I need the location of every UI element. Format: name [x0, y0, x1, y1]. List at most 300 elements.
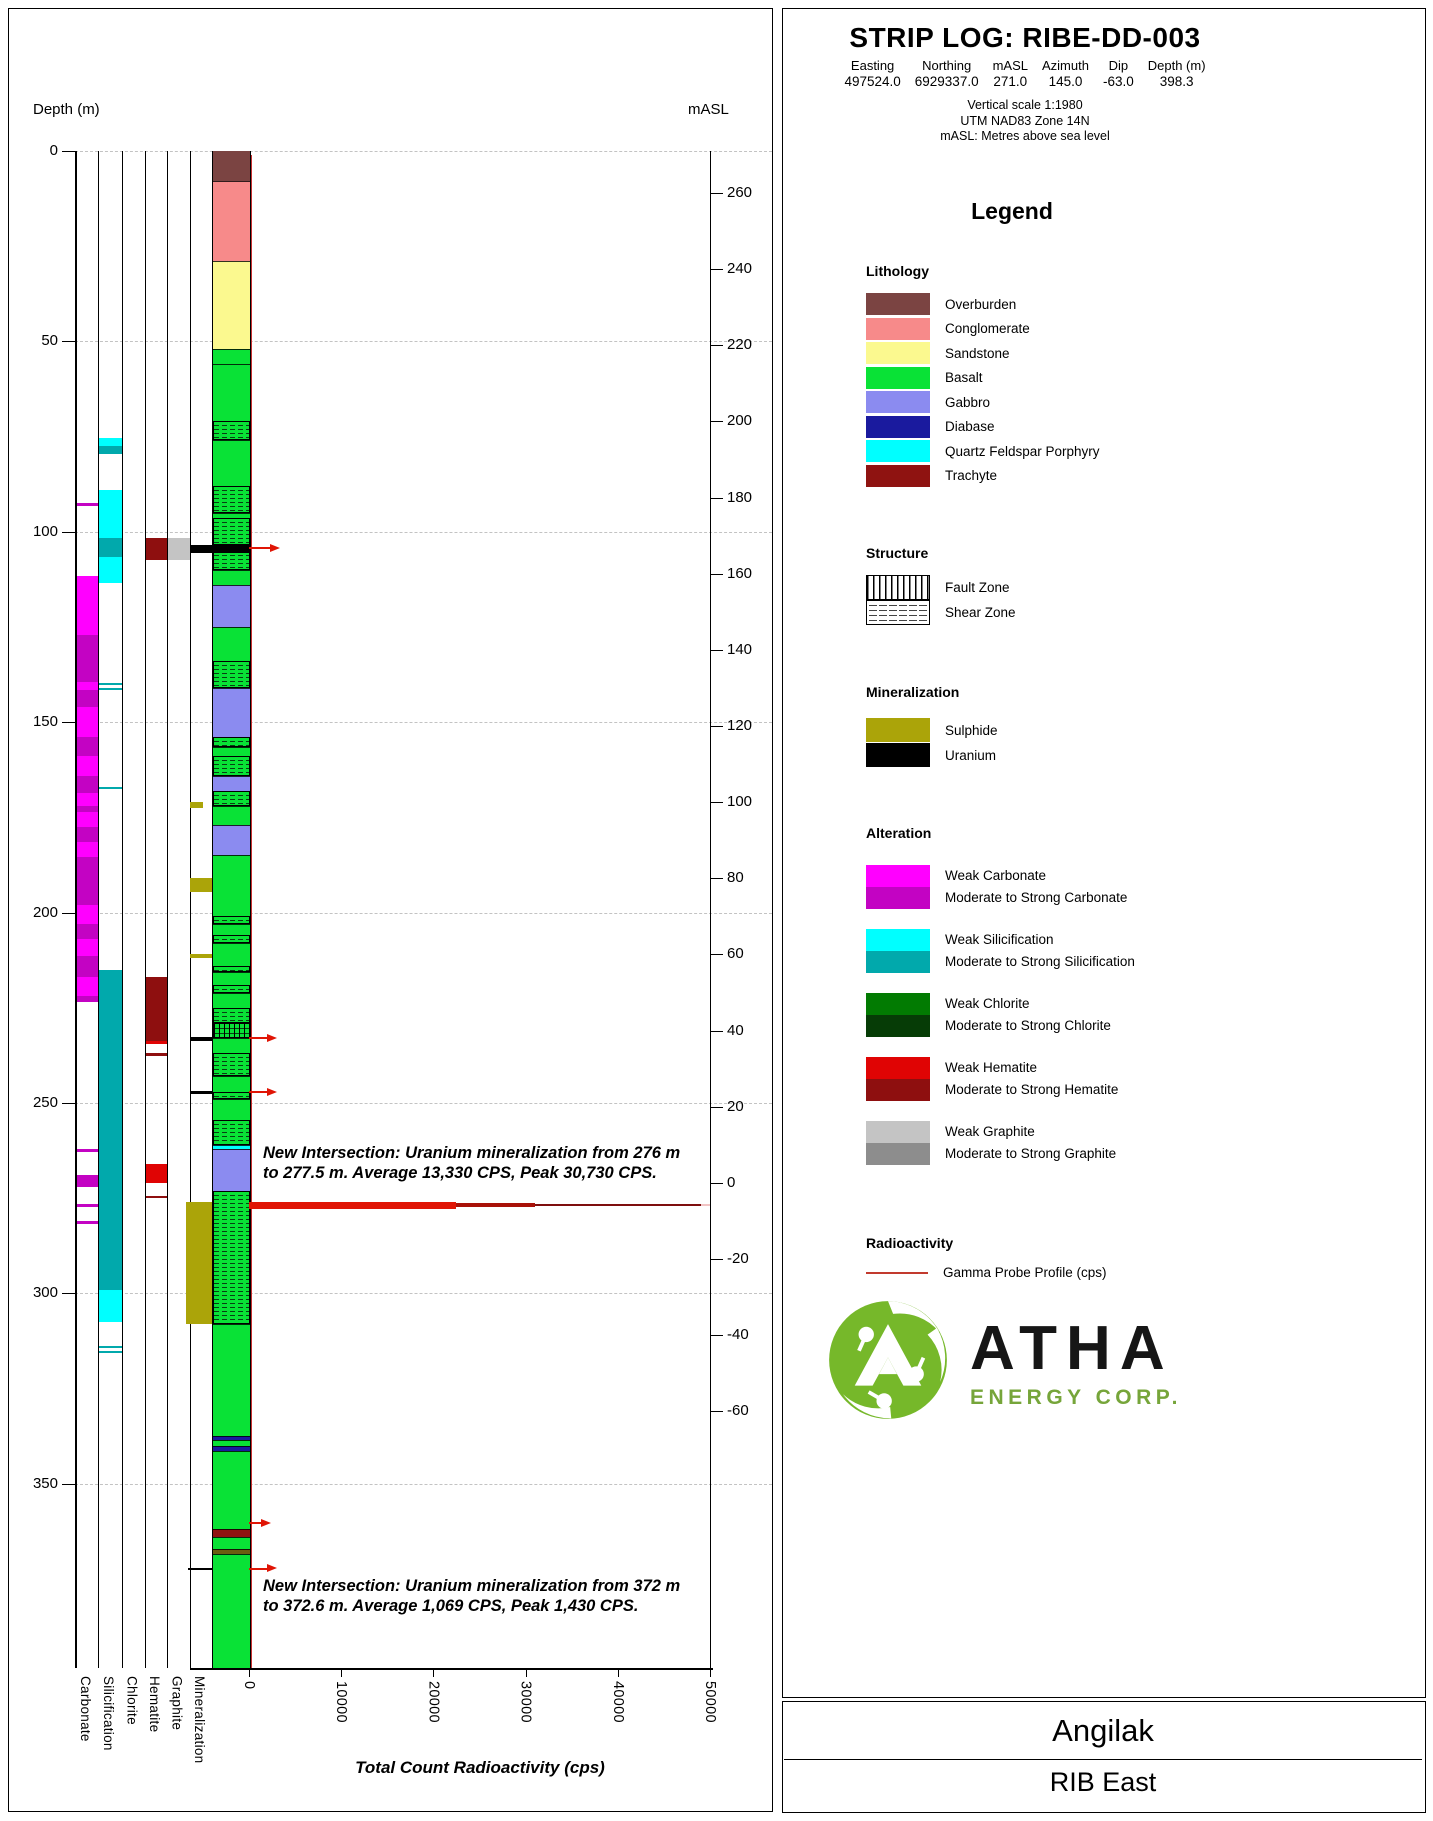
gamma-spike-arrow: [267, 1088, 277, 1096]
sulphide-marker: [190, 878, 212, 891]
legend-item-lithology: [866, 318, 1100, 340]
gamma-spike: [249, 1522, 261, 1524]
depth-tick: [62, 151, 75, 152]
collar-field-label: mASL: [992, 58, 1028, 73]
gamma-spike: [249, 1091, 267, 1093]
mineralization-label: Sulphide: [945, 722, 998, 738]
lithology-label: Quartz Feldspar Porphyry: [945, 443, 1100, 459]
lith-interval-gabbro: [213, 1149, 250, 1191]
legend-section-radioactivity: [866, 1235, 1107, 1280]
masl-tick: [710, 574, 723, 575]
masl-tick-label: 160: [727, 564, 753, 582]
masl-tick: [710, 1259, 723, 1260]
lithology-swatch: [866, 440, 930, 462]
footer-block: [782, 1701, 1424, 1811]
masl-tick-label: -60: [727, 1402, 749, 1420]
legend-item-lithology: [866, 342, 1100, 364]
gamma-tick-label: 0: [241, 1681, 257, 1690]
lith-interval-basalt: [213, 551, 250, 570]
masl-tick: [710, 726, 723, 727]
depth-axis-title: Depth (m): [33, 101, 100, 118]
scale-note: UTM NAD83 Zone 14N: [960, 113, 1090, 128]
lith-interval-basalt: [213, 756, 250, 775]
collar-field-label: Depth (m): [1147, 58, 1206, 73]
uranium-marker: [190, 545, 250, 553]
column-line-silicification: [98, 151, 99, 1668]
gamma-main-spike: [249, 1202, 456, 1209]
lithology-swatch: [866, 293, 930, 315]
legend-item-alteration: [866, 929, 1135, 973]
gamma-baseline: [251, 155, 252, 1668]
sulphide-marker: [190, 954, 212, 958]
carbonate-interval: [77, 1175, 98, 1186]
masl-tick-label: 180: [727, 488, 753, 506]
masl-tick: [710, 1031, 723, 1032]
hematite-interval: [146, 1041, 167, 1044]
lith-interval-basalt: [213, 570, 250, 585]
lith-interval-overburden: [213, 151, 250, 181]
alteration-strong-label: Moderate to Strong Silicification: [945, 954, 1135, 969]
grid-line: [75, 1103, 772, 1104]
lith-interval-basalt: [213, 1053, 250, 1076]
carbonate-interval: [77, 1149, 98, 1152]
alteration-strong-label: Moderate to Strong Carbonate: [945, 890, 1128, 905]
lithology-swatch: [866, 416, 930, 438]
radioactivity-heading: Radioactivity: [866, 1235, 954, 1251]
atha-logo-icon: [824, 1296, 952, 1429]
lith-interval-basalt: [213, 806, 250, 825]
grid-line: [75, 1484, 772, 1485]
intersection-annotation: New Intersection: Uranium mineralization from 276 m to 277.5 m. Average 13,330 CPS, Peak 30,730 CPS.: [263, 1144, 681, 1182]
uranium-marker: [190, 1091, 212, 1094]
gamma-spike-arrow: [267, 1564, 277, 1572]
lith-interval-basalt: [213, 364, 250, 421]
brand-subtitle: ENERGY CORP.: [970, 1386, 1182, 1409]
gamma-tick-label: 40000: [609, 1681, 626, 1723]
depth-tick: [62, 722, 75, 723]
legend-item-lithology: [866, 367, 1100, 389]
lithology-swatch: [866, 391, 930, 413]
carbonate-interval: [77, 503, 98, 506]
masl-tick-label: 100: [727, 793, 753, 811]
carbonate-interval: [77, 956, 98, 977]
collar-field-value: 271.0: [993, 74, 1028, 89]
masl-tick-label: -20: [727, 1250, 749, 1268]
alteration-strong-label: Moderate to Strong Chlorite: [945, 1018, 1111, 1033]
lith-interval-basalt: [213, 943, 250, 966]
masl-tick: [710, 193, 723, 194]
lith-interval-sandstone: [213, 261, 250, 349]
lith-interval-basalt: [213, 1191, 250, 1324]
depth-tick: [62, 532, 75, 533]
title-block: [800, 22, 1250, 145]
lith-interval-basalt: [213, 1008, 250, 1023]
lithology-swatch: [866, 342, 930, 364]
legend-item-mineralization: [866, 743, 998, 767]
lith-interval-basalt: [213, 421, 250, 440]
legend-item-alteration: [866, 1121, 1135, 1165]
alteration-weak-label: Weak Hematite: [945, 1060, 1038, 1075]
lith-interval-basalt: [213, 924, 250, 935]
masl-tick: [710, 1335, 723, 1336]
lith-interval-basalt: [213, 1038, 250, 1053]
carbonate-interval: [77, 996, 98, 1002]
column-label-silicification: Silicification: [101, 1676, 116, 1751]
column-label-hematite: Hematite: [147, 1676, 162, 1733]
lithology-heading: Lithology: [866, 263, 929, 279]
lith-interval-basalt: [213, 855, 250, 916]
silicification-interval: [99, 490, 122, 538]
carbonate-interval: [77, 1204, 98, 1207]
gamma-tick: [341, 1668, 342, 1677]
area-name: RIB East: [1049, 1767, 1157, 1797]
silicification-interval: [99, 787, 122, 789]
gamma-tick: [618, 1668, 619, 1677]
alteration-heading: Alteration: [866, 825, 932, 841]
lithology-label: Diabase: [945, 419, 995, 434]
silicification-interval: [99, 557, 122, 584]
scale-note: mASL: Metres above sea level: [940, 129, 1110, 143]
legend-section-mineralization: [866, 684, 998, 768]
column-label-chlorite: Chlorite: [124, 1676, 140, 1725]
alteration-strong-label: Moderate to Strong Graphite: [945, 1146, 1117, 1161]
masl-tick: [710, 1183, 723, 1184]
lith-interval-basalt: [213, 1451, 250, 1529]
collar-field-label: Easting: [850, 58, 895, 73]
masl-tick: [710, 498, 723, 499]
carbonate-interval: [77, 842, 98, 857]
hematite-interval: [146, 1053, 167, 1055]
carbonate-interval: [77, 905, 98, 924]
column-line-hematite: [145, 151, 146, 1668]
column-label-graphite: Graphite: [169, 1676, 185, 1731]
depth-tick-label: 0: [49, 142, 58, 159]
gamma-axis-line: [190, 1668, 713, 1670]
mineralization-swatch: [866, 718, 930, 742]
lith-interval-basalt: [213, 916, 250, 924]
carbonate-interval: [77, 576, 98, 635]
gamma-tick-label: 30000: [517, 1681, 534, 1723]
carbonate-interval: [77, 857, 98, 905]
gamma-tick-label: 20000: [425, 1681, 442, 1723]
carbonate-interval: [77, 690, 98, 707]
alteration-swatch: [866, 865, 930, 909]
footer-divider: [784, 1759, 1422, 1760]
lith-interval-basalt: [213, 972, 250, 985]
lithology-label: Conglomerate: [945, 321, 1030, 336]
lith-interval-basalt: [213, 661, 250, 688]
uranium-marker: [188, 1568, 212, 1570]
lith-interval-basalt: [213, 440, 250, 486]
silicification-interval: [99, 438, 122, 446]
gamma-tick-label: 50000: [702, 1681, 718, 1723]
alteration-swatch: [866, 929, 930, 973]
lith-interval-basalt: [213, 627, 250, 661]
masl-tick-label: 220: [727, 336, 753, 354]
legend-section-structure: [866, 545, 1016, 625]
structure-label: Shear Zone: [945, 605, 1016, 620]
lith-interval-basalt: [213, 1537, 250, 1548]
scale-notes: [800, 98, 1250, 145]
lith-interval-basalt: [213, 1554, 250, 1667]
collar-field-value: 6929337.0: [914, 74, 979, 89]
collar-fields: [800, 58, 1250, 89]
structure-label: Fault Zone: [945, 580, 1010, 595]
structure-heading: Structure: [866, 545, 929, 561]
masl-tick: [710, 1411, 723, 1412]
legend-item-structure: [866, 600, 1016, 625]
collar-field-label: Northing: [922, 58, 972, 73]
sulphide-marker: [190, 802, 203, 808]
gamma-line-sample: [866, 1272, 928, 1274]
lith-interval-basalt: [213, 985, 250, 993]
graphite-interval: [168, 538, 190, 561]
alteration-swatch: [866, 1057, 930, 1101]
legend-item-alteration: [866, 993, 1135, 1037]
collar-field: [908, 58, 986, 89]
carbonate-interval: [77, 682, 98, 690]
page-title: STRIP LOG: RIBE-DD-003: [849, 22, 1201, 53]
column-label-carbonate: Carbonate: [78, 1676, 93, 1742]
depth-tick-label: 250: [32, 1094, 58, 1111]
lith-interval-gabbro: [213, 585, 250, 627]
collar-field-value: 145.0: [1048, 74, 1083, 89]
project-name: Angilak: [1052, 1713, 1154, 1748]
silicification-interval: [99, 1290, 122, 1322]
alteration-weak-label: Weak Graphite: [945, 1124, 1035, 1139]
gamma-spike: [249, 1037, 267, 1039]
title-legend-column: [782, 8, 1424, 1696]
collar-field: [1035, 58, 1096, 89]
grid-line: [75, 722, 772, 723]
lithology-swatch: [866, 318, 930, 340]
depth-tick: [62, 913, 75, 914]
carbonate-interval: [77, 827, 98, 842]
collar-field: [1141, 58, 1213, 89]
silicification-interval: [99, 1346, 122, 1348]
hematite-interval: [146, 977, 167, 1041]
masl-tick: [710, 650, 723, 651]
carbonate-interval: [77, 977, 98, 996]
masl-tick-label: -40: [727, 1326, 749, 1344]
masl-tick: [710, 269, 723, 270]
carbonate-interval: [77, 737, 98, 756]
column-line-graphite: [167, 151, 168, 1668]
sulphide-marker: [186, 1202, 212, 1324]
column-line-mineralization: [190, 151, 191, 1668]
brand-block: [824, 1296, 1182, 1429]
collar-field: [1096, 58, 1141, 89]
lith-interval-gabbro: [213, 776, 250, 791]
lith-interval-basalt: [213, 1120, 250, 1145]
depth-tick: [62, 1293, 75, 1294]
silicification-interval: [99, 970, 122, 1290]
carbonate-interval: [77, 793, 98, 806]
masl-tick: [710, 878, 723, 879]
mineralization-swatch: [866, 743, 930, 767]
gamma-spike: [249, 547, 270, 549]
silicification-interval: [99, 683, 122, 685]
masl-axis-title: mASL: [688, 101, 729, 118]
hematite-interval: [146, 1164, 167, 1183]
masl-tick-label: 260: [727, 183, 753, 201]
gamma-spike: [249, 1568, 267, 1570]
collar-field-value: 398.3: [1159, 74, 1194, 89]
masl-tick-label: 80: [727, 869, 744, 887]
collar-field-value: -63.0: [1102, 74, 1134, 89]
lithology-label: Overburden: [945, 296, 1017, 312]
carbonate-interval: [77, 1221, 98, 1224]
mineralization-heading: Mineralization: [866, 684, 960, 700]
lith-interval-gabbro: [213, 688, 250, 738]
gamma-spike-arrow: [270, 544, 280, 552]
masl-tick: [710, 802, 723, 803]
lith-interval-trachyte: [213, 1529, 250, 1537]
fault-pattern-swatch: [866, 575, 930, 600]
lith-interval-basalt: [213, 1076, 250, 1091]
masl-tick-label: 60: [727, 945, 744, 963]
alteration-weak-label: Weak Silicification: [945, 932, 1054, 947]
shear-pattern-swatch: [866, 600, 930, 625]
legend-item-lithology: [866, 391, 1100, 413]
carbonate-interval: [77, 776, 98, 793]
gamma-tick: [433, 1668, 434, 1677]
gamma-tick: [526, 1668, 527, 1677]
gamma-tick-label: 10000: [333, 1681, 350, 1723]
hematite-interval: [146, 1196, 167, 1199]
carbonate-interval: [77, 756, 98, 775]
collar-field: [837, 58, 907, 89]
lith-interval-basalt: [213, 486, 250, 513]
gamma-legend-row: [866, 1265, 1107, 1280]
hematite-interval: [146, 538, 167, 561]
brand-name: ATHA: [970, 1314, 1174, 1383]
gamma-tick: [249, 1668, 250, 1677]
legend-item-structure: [866, 575, 1016, 600]
silicification-interval: [99, 1351, 122, 1353]
grid-line: [75, 913, 772, 914]
legend-item-lithology: [866, 440, 1100, 462]
masl-tick-label: 0: [727, 1173, 736, 1191]
gamma-spike-arrow: [261, 1519, 271, 1527]
gamma-spike-arrow: [267, 1034, 277, 1042]
masl-tick-label: 200: [727, 412, 753, 430]
masl-axis-line: [710, 151, 711, 1668]
gamma-tick: [710, 1668, 711, 1677]
grid-line: [75, 151, 772, 152]
depth-tick: [62, 341, 75, 342]
legend-item-alteration: [866, 865, 1135, 909]
legend-item-lithology: [866, 293, 1100, 315]
masl-tick-label: 240: [727, 260, 753, 278]
mineralization-label: Uranium: [945, 747, 997, 763]
lith-interval-conglomerate: [213, 181, 250, 261]
lithology-label: Sandstone: [945, 345, 1010, 361]
collar-field: [986, 58, 1035, 89]
legend-heading: Legend: [971, 198, 1053, 224]
lith-interval-basalt: [213, 1023, 250, 1038]
silicification-interval: [99, 538, 122, 557]
masl-tick-label: 40: [727, 1021, 744, 1039]
depth-tick-label: 150: [32, 713, 58, 731]
lith-interval-basalt: [213, 791, 250, 806]
silicification-interval: [99, 446, 122, 454]
lithology-swatch: [866, 465, 930, 487]
carbonate-interval: [77, 939, 98, 956]
column-label-mineralization: Mineralization: [192, 1676, 207, 1764]
scale-note: Vertical scale 1:1980: [967, 98, 1083, 112]
carbonate-interval: [77, 924, 98, 939]
masl-tick-label: 120: [727, 717, 753, 734]
column-line-chlorite: [122, 151, 123, 1668]
lith-interval-basalt: [213, 1324, 250, 1436]
depth-tick-label: 350: [32, 1474, 58, 1492]
grid-line: [75, 341, 772, 342]
lithology-label: Basalt: [945, 370, 983, 385]
carbonate-interval: [77, 812, 98, 827]
collar-field-label: Dip: [1108, 58, 1129, 73]
carbonate-interval: [77, 707, 98, 737]
lithology-swatch: [866, 367, 930, 389]
legend-item-lithology: [866, 465, 1100, 487]
legend-item-lithology: [866, 416, 1100, 438]
intersection-annotation: New Intersection: Uranium mineralization from 372 m to 372.6 m. Average 1,069 CPS, Peak 1,430 CPS.: [263, 1577, 681, 1615]
lith-interval-basalt: [213, 737, 250, 747]
gamma-legend-label: Gamma Probe Profile (cps): [943, 1265, 1107, 1280]
lithology-label: Trachyte: [945, 468, 998, 483]
lith-interval-basalt: [213, 1099, 250, 1120]
carbonate-interval: [77, 635, 98, 683]
collar-field-value: 497524.0: [844, 74, 901, 89]
depth-tick: [62, 1484, 75, 1485]
masl-tick-label: 20: [727, 1097, 744, 1115]
alteration-swatch: [866, 993, 930, 1037]
alteration-weak-label: Weak Chlorite: [945, 996, 1030, 1011]
lith-interval-basalt: [213, 1092, 250, 1100]
alteration-strong-label: Moderate to Strong Hematite: [945, 1082, 1119, 1097]
legend-section-alteration: [866, 825, 1135, 1185]
grid-line: [75, 1293, 772, 1294]
lithology-column: [212, 151, 251, 1668]
collar-field-label: Azimuth: [1042, 58, 1089, 73]
grid-line: [75, 532, 772, 533]
uranium-marker: [190, 1037, 212, 1041]
depth-tick-label: 300: [32, 1284, 58, 1302]
masl-tick: [710, 1107, 723, 1108]
masl-tick: [710, 421, 723, 422]
legend-item-mineralization: [866, 718, 998, 742]
legend-section-lithology: [866, 263, 1100, 489]
lith-interval-basalt: [213, 993, 250, 1008]
depth-tick-label: 200: [32, 903, 58, 921]
lithology-label: Gabbro: [945, 394, 991, 410]
silicification-interval: [99, 688, 122, 690]
alteration-weak-label: Weak Carbonate: [945, 868, 1047, 883]
lith-interval-basalt: [213, 935, 250, 943]
masl-tick-label: 140: [727, 640, 753, 658]
lith-interval-basalt: [213, 747, 250, 757]
depth-tick: [62, 1103, 75, 1104]
masl-tick: [710, 954, 723, 955]
lith-interval-basalt: [213, 349, 250, 364]
masl-tick: [710, 345, 723, 346]
depth-tick-label: 100: [32, 522, 58, 540]
depth-tick-label: 50: [41, 332, 58, 350]
lith-interval-basalt: [213, 518, 250, 545]
legend-item-alteration: [866, 1057, 1135, 1101]
lith-interval-gabbro: [213, 825, 250, 855]
gamma-axis-title: Total Count Radioactivity (cps): [355, 1758, 605, 1777]
